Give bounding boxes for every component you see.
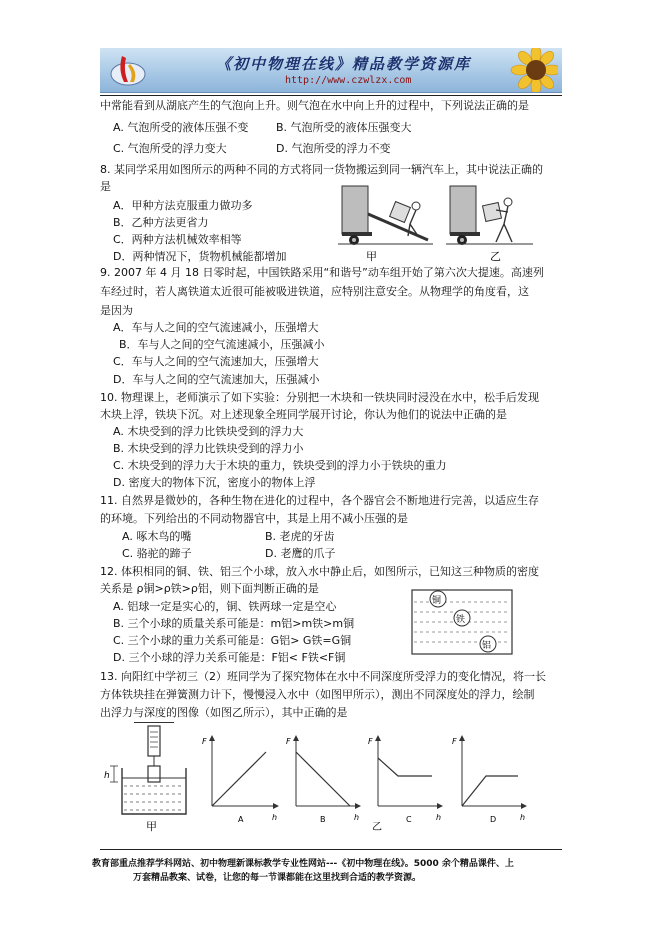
q12-option-b: B. 三个小球的质量关系可能是：m铝>m铁>m铜 [113, 617, 355, 630]
q7-option-a: A. 气泡所受的液体压强不变 [113, 121, 249, 134]
q8-stem-1: 8. 某同学采用如图所示的两种不同的方式将同一货物搬运到同一辆汽车上，其中说法正确的 [100, 163, 543, 176]
svg-text:F: F [286, 737, 291, 746]
svg-text:铜: 铜 [432, 596, 442, 606]
site-url: http://www.czwlzx.com [285, 75, 412, 86]
svg-text:铁: 铁 [456, 615, 466, 625]
svg-text:h: h [354, 813, 360, 822]
q13-stem-1: 13. 向阳红中学初三（2）班同学为了探究物体在水中不同深度所受浮力的变化情况，将一长 [100, 670, 546, 683]
q12-stem-2: 关系是 ρ铜>ρ铁>ρ铝，则下面判断正确的是 [100, 582, 319, 595]
depth-label: h [104, 771, 110, 781]
svg-text:F: F [452, 737, 457, 746]
spring-scale-icon [148, 726, 160, 756]
truck-lift-illustration [446, 186, 533, 245]
svg-text:h: h [272, 813, 278, 822]
graph-b [286, 736, 360, 824]
ball-aluminum [480, 636, 496, 652]
q12-stem-1: 12. 体积相同的铜、铁、铝三个小球，放入水中静止后，如图所示，已知这三种物质的密度 [100, 565, 539, 578]
header-banner [100, 48, 562, 93]
q8-option-d: D．两种情况下，货物机械能都增加 [113, 250, 287, 263]
q13-figure-jia [104, 722, 202, 834]
q8-option-c: C．两种方法机械效率相等 [113, 233, 242, 246]
q13-stem-2: 方体铁块挂在弹簧测力计下，慢慢浸入水中（如图甲所示），测出不同深度处的浮力，绘制 [100, 688, 535, 701]
svg-text:C: C [406, 815, 412, 824]
q13-figure-yi [200, 730, 530, 832]
q12-option-c: C. 三个小球的重力关系可能是：G铝> G铁=G铜 [113, 634, 352, 647]
svg-text:A: A [238, 815, 244, 824]
q10-stem-1: 10. 物理课上，老师演示了如下实验：分别把一木块和一铁块同时浸没在水中，松手后发现 [100, 391, 539, 404]
q9-option-a: A．车与人之间的空气流速减小，压强增大 [113, 321, 319, 334]
svg-text:B: B [320, 815, 326, 824]
q11-stem-2: 的环境。下列给出的不同动物器官中，其是上用不减小压强的是 [100, 512, 408, 525]
ball-copper [430, 591, 446, 607]
q8-option-b: B．乙种方法更省力 [113, 216, 209, 229]
site-title: 《初中物理在线》精品教学资源库 [216, 55, 472, 73]
q9-stem-2: 车经过时，若人离铁道太近很可能被吸进铁道，应特别注意安全。从物理学的角度看，这 [100, 285, 529, 298]
q8-fig-label-jia: 甲 [366, 250, 377, 263]
q10-option-c: C. 木块受到的浮力大于木块的重力，铁块受到的浮力小于铁块的重力 [113, 459, 447, 472]
q13-stem-3: 出浮力与深度的图像（如图乙所示），其中正确的是 [100, 706, 348, 719]
q7-stem: 中常能看到从湖底产生的气泡向上升。则气泡在水中向上升的过程中，下列说法正确的是 [100, 99, 529, 112]
q12-figure [410, 588, 516, 658]
svg-text:F: F [368, 737, 373, 746]
svg-text:铝: 铝 [482, 641, 492, 651]
q8-option-a: A．甲种方法克服重力做功多 [113, 199, 253, 212]
header-rule [100, 95, 562, 96]
q8-stem-2: 是 [100, 180, 111, 193]
q13-fig-label-jia: 甲 [146, 820, 157, 833]
svg-text:F: F [202, 737, 207, 746]
footer-rule [100, 849, 562, 850]
q9-stem-1: 9. 2007 年 4 月 18 日零时起，中国铁路采用“和谐号”动车组开始了第六次大提速。高速列 [100, 266, 544, 279]
ball-iron [454, 610, 470, 626]
q10-option-d: D. 密度大的物体下沉，密度小的物体上浮 [113, 476, 316, 489]
q13-fig-label-yi: 乙 [372, 822, 382, 832]
q8-figure [338, 184, 538, 264]
q11-option-d: D. 老鹰的爪子 [265, 547, 336, 560]
truck-ramp-illustration [338, 186, 433, 245]
graph-a [202, 736, 278, 824]
q7-option-d: D. 气泡所受的浮力不变 [276, 142, 391, 155]
q9-option-d: D．车与人之间的空气流速加大，压强减小 [113, 373, 320, 386]
q11-option-a: A. 啄木鸟的嘴 [122, 530, 192, 543]
graph-d [452, 736, 526, 824]
q8-fig-label-yi: 乙 [490, 250, 501, 263]
footer-line-1: 教育部重点推荐学科网站、初中物理新课标教学专业性网站---《初中物理在线》。5000 余个精品课件、上 [92, 859, 514, 869]
graph-c [368, 736, 442, 824]
site-logo-icon [108, 52, 148, 88]
q12-option-a: A. 铝球一定是实心的，铜、铁两球一定是空心 [113, 600, 337, 613]
svg-text:D: D [490, 815, 497, 824]
q11-option-b: B. 老虎的牙齿 [265, 530, 335, 543]
iron-block [148, 766, 160, 782]
q10-stem-2: 木块上浮，铁块下沉。对上述现象全班同学展开讨论，你认为他们的说法中正确的是 [100, 408, 507, 421]
q10-option-b: B. 木块受到的浮力比铁块受到的浮力小 [113, 442, 304, 455]
q9-option-b: B．车与人之间的空气流速减小，压强减小 [119, 338, 325, 351]
q11-option-c: C. 骆驼的蹄子 [122, 547, 192, 560]
q12-option-d: D. 三个小球的浮力关系可能是：F铝< F铁<F铜 [113, 651, 346, 664]
svg-text:h: h [436, 813, 442, 822]
q7-option-c: C. 气泡所受的浮力变大 [113, 142, 227, 155]
q11-stem-1: 11. 自然界是微妙的，各种生物在进化的过程中，各个器官会不断地进行完善，以适应生存 [100, 494, 539, 507]
q9-stem-3: 是因为 [100, 304, 133, 317]
svg-text:h: h [520, 813, 526, 822]
q9-option-c: C．车与人之间的空气流速加大，压强增大 [113, 355, 319, 368]
q7-option-b: B. 气泡所受的液体压强变大 [276, 121, 412, 134]
q10-option-a: A. 木块受到的浮力比铁块受到的浮力大 [113, 425, 304, 438]
sunflower-icon [498, 48, 558, 92]
footer-line-2: 万套精品教案、试卷，让您的每一节课都能在这里找到合适的教学资源。 [133, 873, 422, 883]
